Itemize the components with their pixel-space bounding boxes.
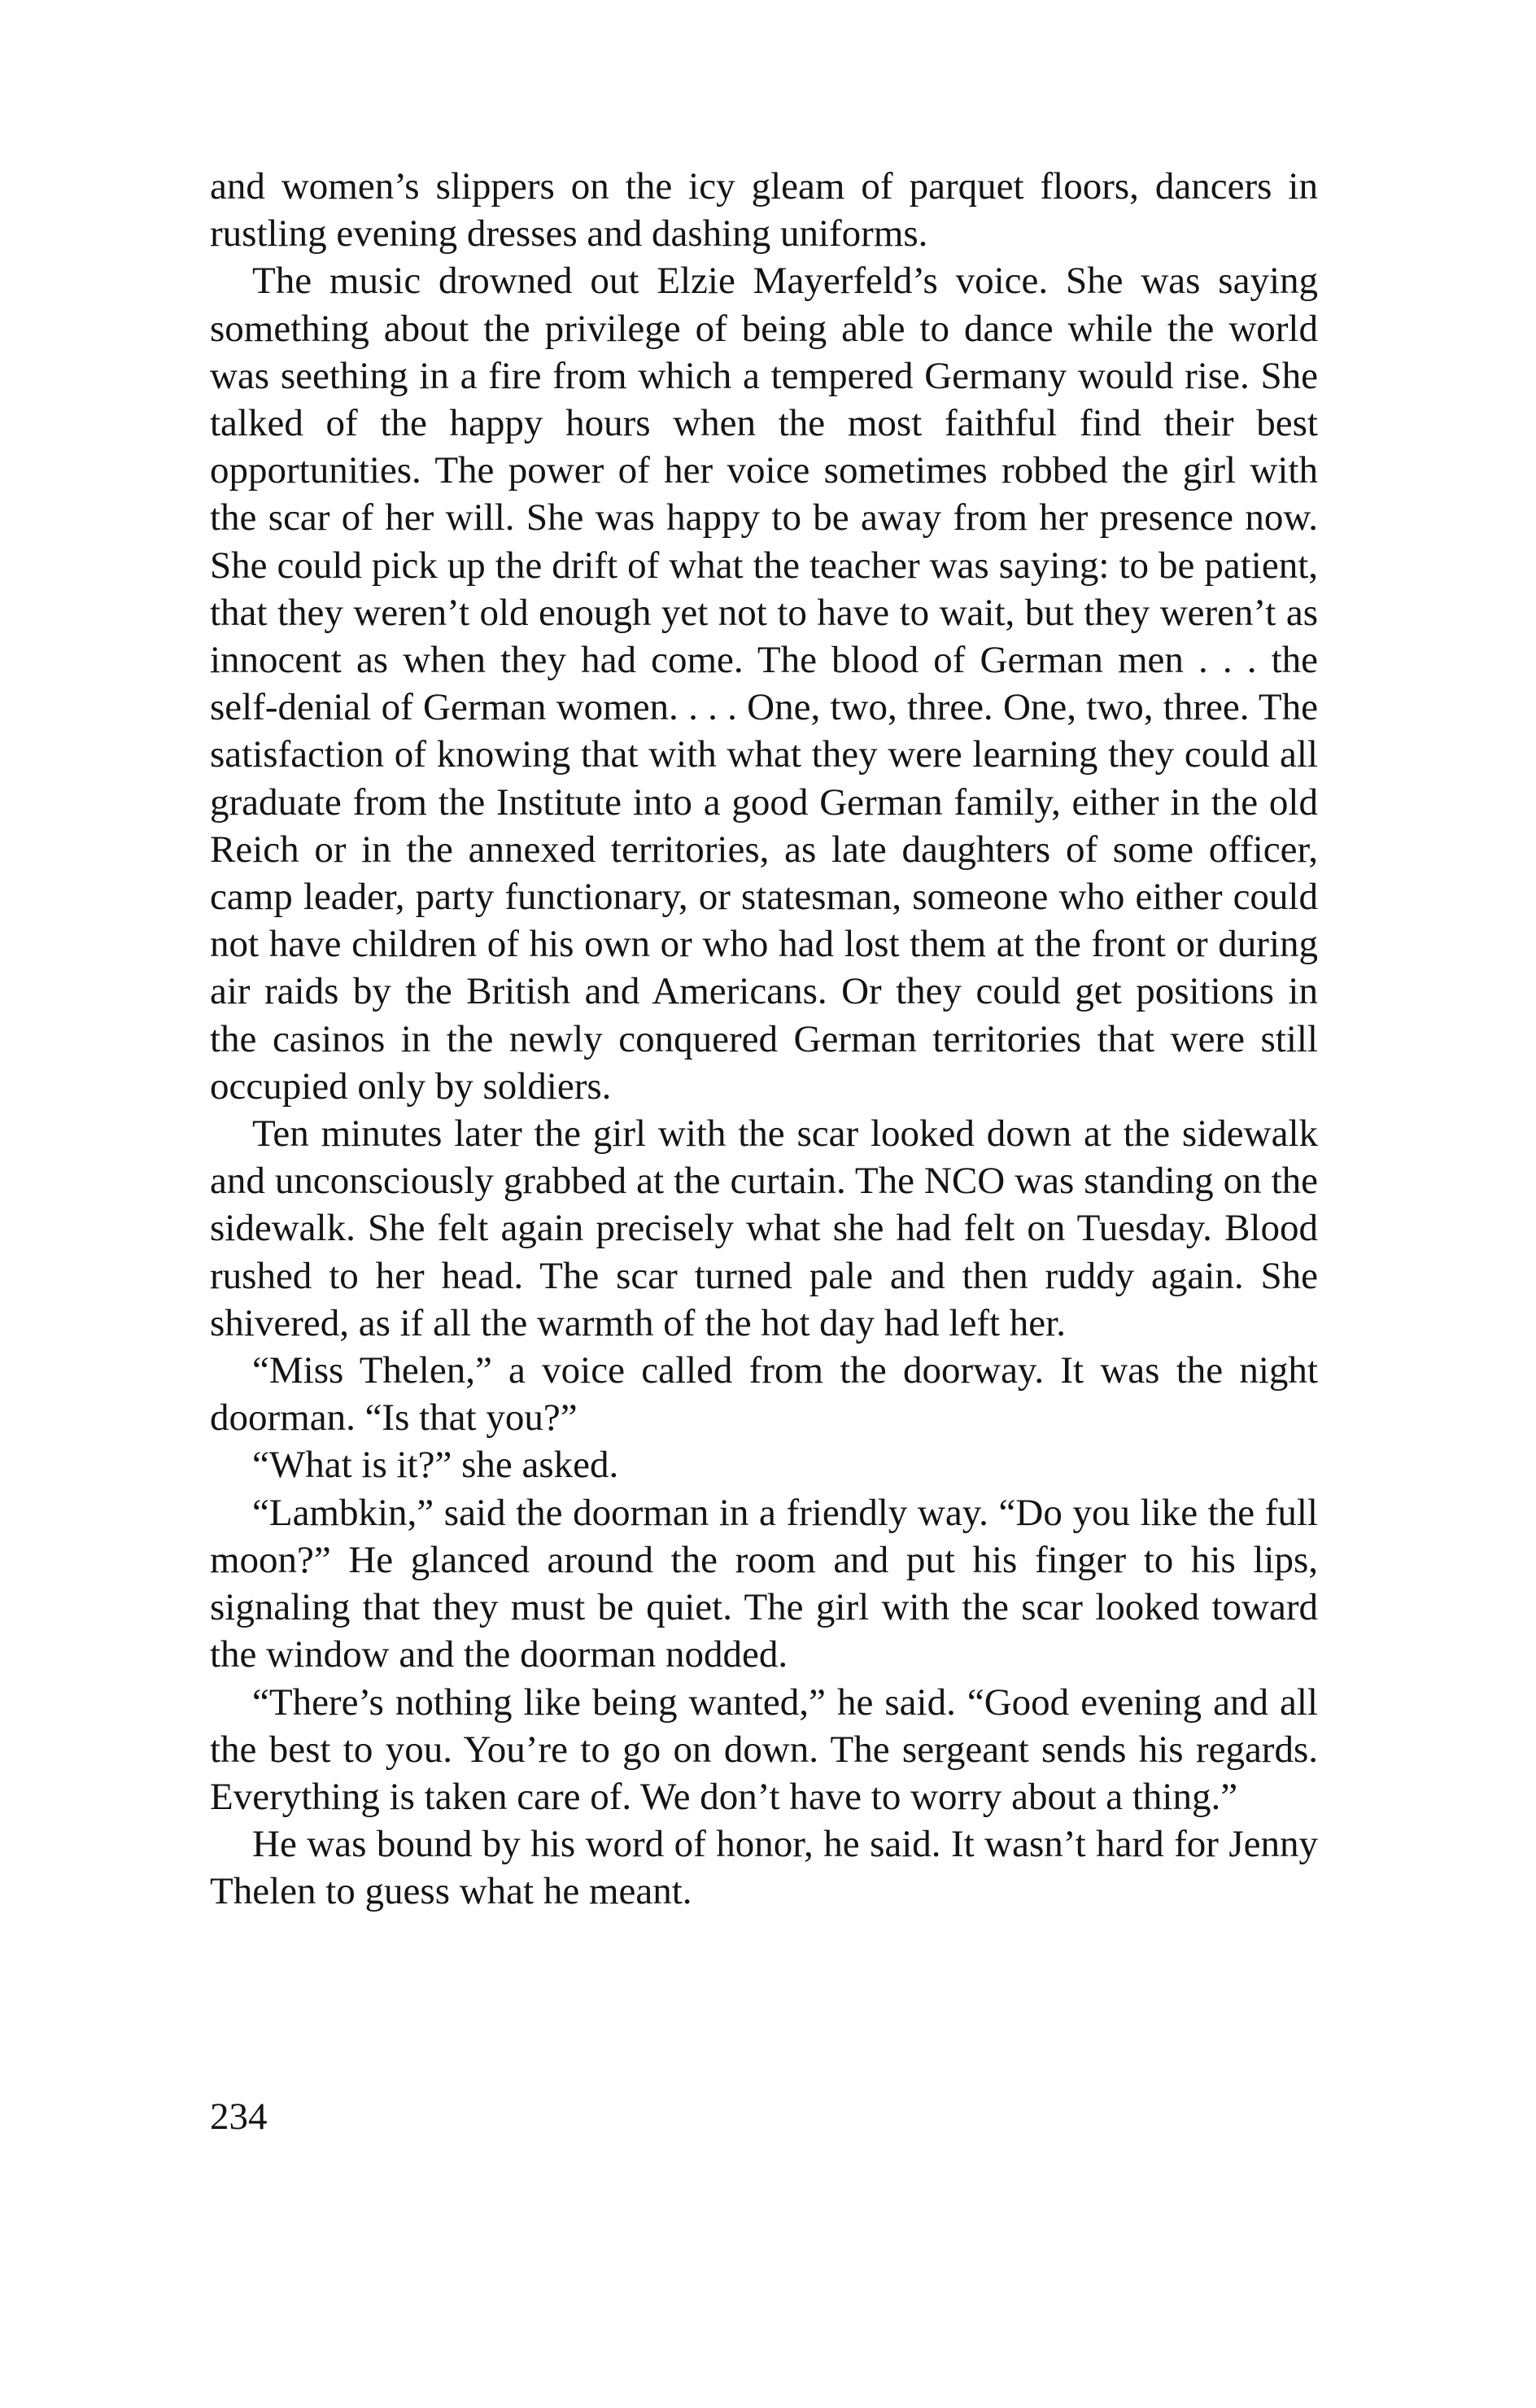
paragraph-word-of-honor: He was bound by his word of honor, he said. It wasn’t hard for Jenny Thelen to guess what he meant. (210, 1823, 1318, 1913)
paragraph-music: The music drowned out Elzie Mayerfeld’s voice. She was saying something about the privilege of being able to dance while the world was seething in a fire from which a tempered Germany would rise. She talked of the happy hours when the most faithful find their best opportunities. The power of her voice sometimes robbed the girl with the scar of her will. She was happy to be away from her presence now. She could pick up the drift of what the teacher was saying: to be patient, that they weren’t old enough yet not to have to wait, but they weren’t as innocent as when they had come. The blood of German men . . . the self-denial of German women. . . . One, two, three. One, two, three. The satisfaction of knowing that with what they were learning they could all graduate from the Institute into a good German family, either in the old Reich or in the annexed territories, as late daughters of some officer, camp leader, party functionary, or statesman, someone who either could not have children of his own or who had lost them at the front or during air raids by the British and Americans. Or they could get positions in the casinos in the newly conquered German territories that were still occupied only by soldiers. (210, 260, 1318, 1108)
paragraph-what-is-it: “What is it?” she asked. (252, 1444, 619, 1487)
page-number: 234 (210, 2096, 268, 2138)
paragraph-lambkin: “Lambkin,” said the doorman in a friendly way. “Do you like the full moon?” He glanced around the room and put his finger to his lips, signaling that they must be quiet. The girl with the scar looked toward the window and the doorman nodded. (210, 1491, 1318, 1676)
paragraph-continuation: and women’s slippers on the icy gleam of parquet floors, dancers in rustling evening dresses and dashing uniforms. (210, 165, 1318, 256)
paragraph-ten-minutes: Ten minutes later the girl with the scar looked down at the sidewalk and unconsciously grabbed at the curtain. The NCO was standing on the sidewalk. She felt again precisely what she had felt on Tuesday. Blood rushed to her head. The scar turned pale and then ruddy again. She shivered, as if all the warmth of the hot day had left her. (210, 1112, 1318, 1344)
paragraph-being-wanted: “There’s nothing like being wanted,” he said. “Good evening and all the best to you. You’re to go on down. The sergeant sends his regards. Everything is taken care of. We don’t have to worry about a thing.” (210, 1680, 1318, 1818)
body-text (210, 163, 1318, 1916)
paragraph-miss-thelen: “Miss Thelen,” a voice called from the doorway. It was the night doorman. “Is that you?” (210, 1349, 1318, 1440)
